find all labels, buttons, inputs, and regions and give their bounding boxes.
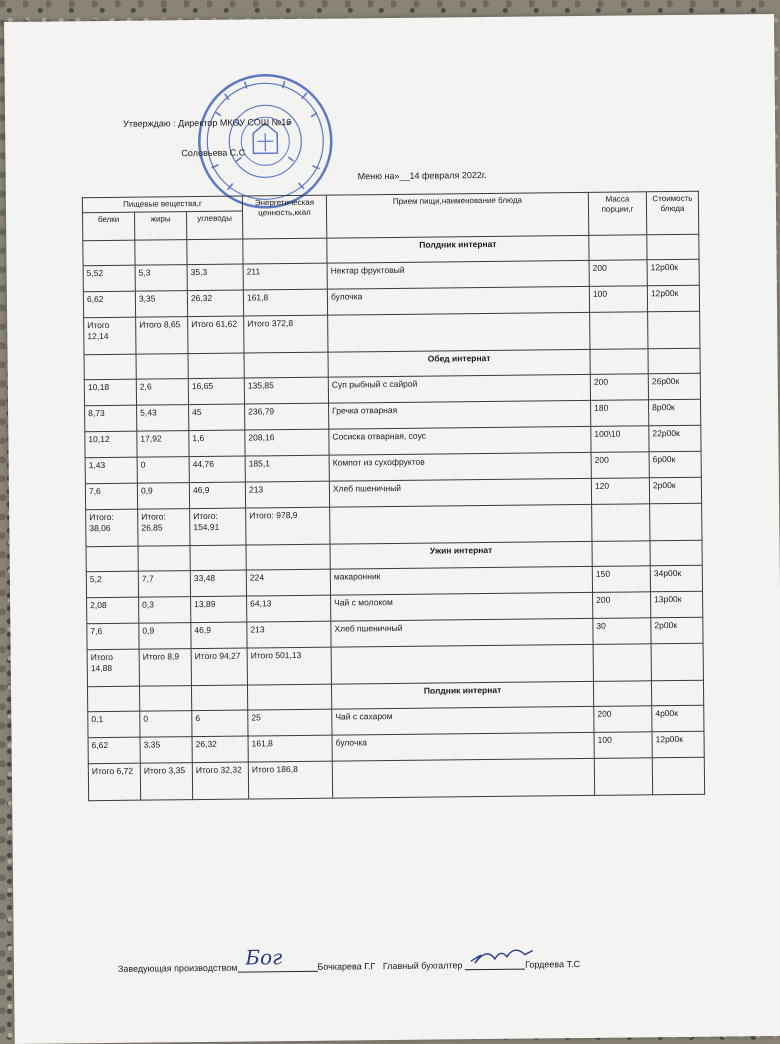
mass-cell: 200 <box>590 374 648 401</box>
fat-cell: 17,92 <box>137 431 189 458</box>
dish-name-cell: Сосиска отварная, соус <box>329 426 591 455</box>
energy-cell: 161,8 <box>248 735 332 762</box>
fat-cell: 3,35 <box>135 291 187 318</box>
fat-cell: 7,7 <box>138 571 190 598</box>
dish-name-cell: Чай с сахаром <box>332 706 594 735</box>
protein-cell: 5,2 <box>86 571 138 598</box>
carbs-cell: 44,76 <box>189 456 245 483</box>
energy-cell: 25 <box>248 709 332 736</box>
fat-cell: 0 <box>137 457 189 484</box>
total-protein: Итого 6,72 <box>88 763 140 801</box>
protein-cell: 8,73 <box>85 405 137 432</box>
director-name: Соловьева С.С <box>181 147 246 159</box>
protein-cell: 6,62 <box>83 291 135 318</box>
carbs-cell: 26,32 <box>192 736 248 763</box>
carbs-cell: 33,48 <box>190 570 246 597</box>
fat-cell: 5,43 <box>137 405 189 432</box>
total-carbs: Итого 32,32 <box>192 762 248 800</box>
total-row <box>84 311 700 354</box>
dish-name-cell: Компот из сухофруктов <box>329 452 591 481</box>
cost-cell: 8р00к <box>649 399 701 426</box>
mass-cell: 200 <box>593 592 651 619</box>
mass-cell: 100\10 <box>591 426 649 453</box>
section-title: Обед интернат <box>328 349 590 377</box>
header-cost: Стоимость блюда <box>646 191 698 235</box>
total-energy: Итого 186,8 <box>248 761 332 799</box>
dish-name-cell: Гречка отварная <box>329 400 591 429</box>
header-nutrients: Пищевые вещества,г <box>82 196 242 213</box>
energy-cell: 208,16 <box>245 429 329 456</box>
mass-cell: 200 <box>591 452 649 479</box>
header-protein: белки <box>83 212 135 241</box>
total-energy: Итого 372,8 <box>244 315 328 353</box>
total-carbs: Итого: 154,91 <box>190 508 246 546</box>
total-carbs: Итого 94,27 <box>191 648 247 686</box>
menu-table <box>82 191 705 801</box>
mass-cell: 100 <box>589 286 647 313</box>
approval-line: Утверждаю : Директор МКОУ СОШ №16 <box>123 117 292 129</box>
total-carbs: Итого 61,62 <box>188 316 244 354</box>
fat-cell: 3,35 <box>140 737 192 764</box>
dish-name-cell: Хлеб пшеничный <box>329 478 591 507</box>
energy-cell: 135,85 <box>244 377 328 404</box>
carbs-cell: 13,89 <box>191 596 247 623</box>
protein-cell: 7,6 <box>85 483 137 510</box>
cost-cell: 22р00к <box>649 425 701 452</box>
dish-name-cell: Суп рыбный с сайрой <box>328 374 590 403</box>
cost-cell: 13р00к <box>651 591 703 618</box>
header-carbs: углеводы <box>187 211 243 240</box>
header-meal: Прием пищи,наименование блюда <box>326 192 588 238</box>
accountant-signature <box>467 943 537 970</box>
protein-cell: 7,6 <box>87 623 139 650</box>
protein-cell: 2,08 <box>87 597 139 624</box>
total-protein: Итого 14,88 <box>87 649 139 687</box>
cost-cell: 12р00к <box>652 731 704 758</box>
accountant-name: Гордеева Т.С <box>525 959 581 970</box>
energy-cell: 213 <box>247 621 331 648</box>
mass-cell: 200 <box>594 706 652 733</box>
cost-cell: 12р00к <box>647 285 699 312</box>
fat-cell: 0,3 <box>139 597 191 624</box>
total-energy: Итого: 978,9 <box>246 507 330 545</box>
carbs-cell: 46,9 <box>191 622 247 649</box>
official-stamp <box>195 71 336 212</box>
header-energy: Энергетическая ценность,ккал <box>242 195 326 239</box>
fat-cell: 0,9 <box>137 483 189 510</box>
mass-cell: 180 <box>591 400 649 427</box>
accountant-label: Главный бухгалтер <box>382 960 463 972</box>
cost-cell: 6р00к <box>649 451 701 478</box>
carbs-cell: 46,9 <box>189 482 245 509</box>
dish-name-cell: Хлеб пшеничный <box>331 618 593 647</box>
energy-cell: 224 <box>246 569 330 596</box>
signature-footer <box>117 945 581 974</box>
fat-cell: 2,6 <box>136 379 188 406</box>
total-fat: Итого: 26,85 <box>138 509 190 547</box>
total-fat: Итого 3,35 <box>140 763 192 801</box>
cost-cell: 2р00к <box>651 617 703 644</box>
dish-name-cell: Нектар фруктовый <box>327 260 589 289</box>
carbs-cell: 26,32 <box>187 290 243 317</box>
mass-cell: 150 <box>592 566 650 593</box>
carbs-cell: 35,3 <box>187 264 243 291</box>
cost-cell: 4р00к <box>652 705 704 732</box>
production-signature: Бог <box>245 945 283 970</box>
cost-cell: 26р00к <box>648 373 700 400</box>
production-label: Заведующая производством <box>117 962 238 974</box>
total-row <box>88 757 704 800</box>
section-title: Полдник интернат <box>331 681 593 709</box>
carbs-cell: 1,6 <box>189 430 245 457</box>
mass-cell: 120 <box>591 478 649 505</box>
energy-cell: 211 <box>243 263 327 290</box>
mass-cell: 30 <box>593 618 651 645</box>
protein-cell: 10,18 <box>84 379 136 406</box>
total-row <box>87 643 703 686</box>
total-energy: Итого 501,13 <box>247 647 331 685</box>
menu-body <box>83 234 705 800</box>
protein-cell: 0,1 <box>88 711 140 738</box>
energy-cell: 213 <box>245 481 329 508</box>
fat-cell: 0,9 <box>139 623 191 650</box>
header-fat: жиры <box>135 212 187 241</box>
dish-name-cell: Чай с молоком <box>331 592 593 621</box>
cost-cell: 2р00к <box>649 477 701 504</box>
cost-cell: 34р00к <box>650 565 702 592</box>
carbs-cell: 6 <box>192 710 248 737</box>
dish-name-cell: макаронник <box>330 566 592 595</box>
protein-cell: 5,52 <box>83 265 135 292</box>
section-title: Ужин интернат <box>330 541 592 569</box>
accountant-signature-line <box>465 959 525 971</box>
total-fat: Итого 8,9 <box>139 649 191 687</box>
dish-name-cell: булочка <box>332 732 594 761</box>
carbs-cell: 16,65 <box>188 378 244 405</box>
total-row <box>86 503 702 546</box>
total-protein: Итого: 38,06 <box>86 509 138 547</box>
energy-cell: 161,8 <box>243 289 327 316</box>
protein-cell: 6,62 <box>88 737 140 764</box>
section-title: Полдник интернат <box>327 235 589 263</box>
mass-cell: 200 <box>589 260 647 287</box>
total-fat: Итого 8,65 <box>136 317 188 355</box>
fat-cell: 5,3 <box>135 265 187 292</box>
carbs-cell: 45 <box>189 404 245 431</box>
energy-cell: 185,1 <box>245 455 329 482</box>
header-mass: Масса порции,г <box>588 192 646 236</box>
dish-name-cell: булочка <box>327 286 589 315</box>
production-signature-line <box>237 945 317 973</box>
fat-cell: 0 <box>140 711 192 738</box>
mass-cell: 100 <box>594 732 652 759</box>
protein-cell: 10,12 <box>85 431 137 458</box>
cost-cell: 12р00к <box>647 259 699 286</box>
energy-cell: 64,13 <box>247 595 331 622</box>
menu-date: Меню на»__14 февраля 2022г. <box>357 169 487 182</box>
production-name: Бочкарева Г.Г <box>317 961 376 972</box>
energy-cell: 236,79 <box>245 403 329 430</box>
protein-cell: 1,43 <box>85 457 137 484</box>
menu-document <box>4 14 780 1044</box>
total-protein: Итого 12,14 <box>84 317 136 355</box>
